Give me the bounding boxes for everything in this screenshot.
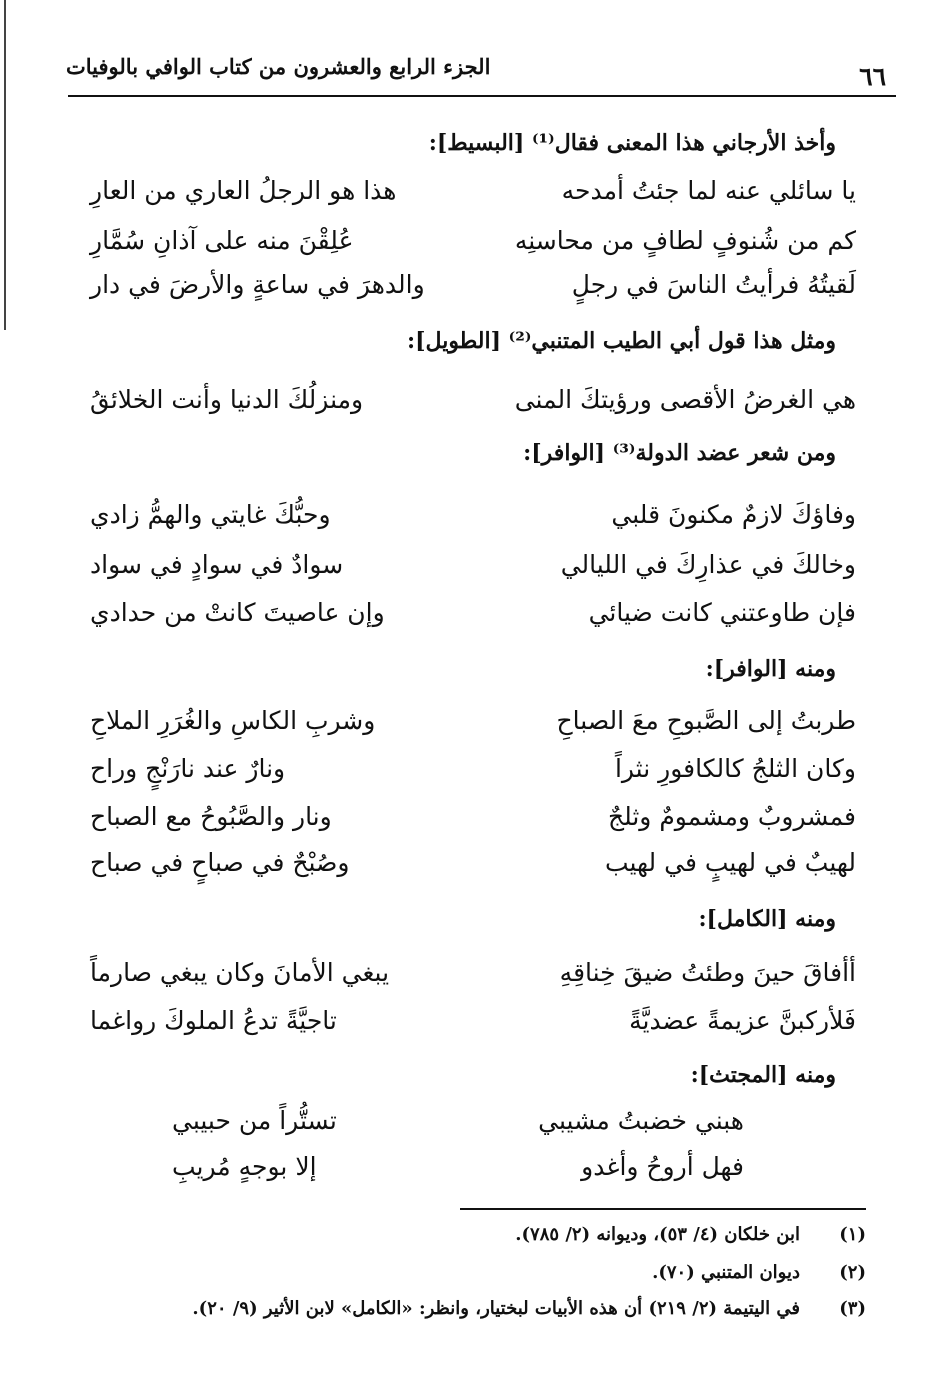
verse-second-hemistich: إلا بوجهٍ مُريبِ	[172, 1152, 317, 1181]
verse-second-hemistich: وشربِ الكاسِ والغُرَرِ الملاحِ	[90, 706, 376, 735]
verse-first-hemistich: هي الغرضُ الأقصى ورؤيتكَ المنى	[514, 385, 856, 414]
verse-second-hemistich: يبغي الأمانَ وكان يبغي صارماً	[90, 958, 390, 987]
header-rule	[68, 95, 896, 97]
footnote-text: في اليتيمة (٢/ ٢١٩) أن هذه الأبيات لبختيار، وانظر: «الكامل» لابن الأثير (٩/ ٢٠).	[192, 1298, 800, 1319]
verse-first-hemistich: وفاؤكَ لازمٌ مكنونَ قلبي	[611, 500, 856, 529]
footnote-text: ديوان المتنبي (٧٠).	[652, 1262, 800, 1283]
verse-first-hemistich: أأفاقَ حينَ وطئتُ ضيقَ خِناقِهِ	[559, 958, 856, 987]
footnote	[86, 1298, 866, 1328]
verse-first-hemistich: فإن طاوعتني كانت ضيائي	[588, 598, 856, 627]
section-intro: ومنه [المجتث]:	[690, 1062, 836, 1088]
section-intro: وأخذ الأرجاني هذا المعنى فقال⁽¹⁾ [البسيط]:	[428, 130, 836, 156]
footnote-number: (٣)	[839, 1298, 866, 1319]
verse-first-hemistich: وكان الثلجُ كالكافورِ نثراً	[614, 754, 856, 783]
page-header	[66, 50, 896, 94]
footnote-number: (١)	[839, 1224, 866, 1245]
verse-second-hemistich: تاجيَّةً تدعُ الملوكَ رواغما	[90, 1006, 337, 1035]
footnote-number: (٢)	[839, 1262, 866, 1283]
verse	[90, 958, 856, 1000]
running-title: الجزء الرابع والعشرون من كتاب الوافي بالوفيات	[66, 54, 491, 79]
verse	[90, 706, 856, 748]
verse-first-hemistich: فَلأركبنَّ عزيمةً عضديَّةً	[629, 1006, 856, 1035]
verse	[90, 270, 856, 312]
verse-second-hemistich: ونارٌ عند نارَنْجٍ وراح	[90, 754, 286, 783]
verse-second-hemistich: عُلِقْنَ منه على آذانِ سُمَّارِ	[90, 226, 354, 255]
verse-first-hemistich: طربتُ إلى الصَّبوحِ معَ الصباحِ	[556, 706, 856, 735]
verse-second-hemistich: تستُّراً من حبيبي	[172, 1106, 337, 1135]
footnote	[86, 1224, 866, 1254]
verse	[90, 754, 856, 796]
page-number: ٦٦	[859, 62, 886, 91]
section-intro: ومنه [الكامل]:	[698, 906, 836, 932]
verse-second-hemistich: وإن عاصيتَ كانتْ من حدادي	[90, 598, 385, 627]
verse-second-hemistich: ومنزلُكَ الدنيا وأنت الخلائقُ	[90, 385, 364, 414]
verse	[90, 598, 856, 640]
section-intro: ومن شعر عضد الدولة⁽³⁾ [الوافر]:	[523, 440, 836, 466]
verse-second-hemistich: هذا هو الرجلُ العاري من العارِ	[90, 176, 397, 205]
verse-first-hemistich: كم من شُنوفٍ لطافٍ من محاسنِه	[514, 226, 856, 255]
verse-first-hemistich: فهل أروحُ وأغدو	[581, 1152, 744, 1181]
footnote-text: ابن خلكان (٤/ ٥٣)، وديوانه (٢/ ٧٨٥).	[515, 1224, 800, 1245]
verse-first-hemistich: هبني خضبتُ مشيبي	[538, 1106, 744, 1135]
verse	[90, 1006, 856, 1048]
verse	[90, 1152, 856, 1194]
verse	[90, 385, 856, 427]
verse-second-hemistich: سوادٌ في سوادٍ في سواد	[90, 550, 344, 579]
verse-second-hemistich: وحبُّكَ غايتي والهمُّ زادي	[90, 500, 331, 529]
section-intro: ومنه [الوافر]:	[705, 656, 836, 682]
verse-first-hemistich: وخالكَ في عذارِكَ في الليالي	[560, 550, 856, 579]
footnote	[86, 1262, 866, 1292]
verse	[90, 550, 856, 592]
verse-first-hemistich: لَقيتُهُ فرأيتُ الناسَ في رجلٍ	[571, 270, 856, 299]
verse-first-hemistich: فمشروبٌ ومشمومٌ وثلجٌ	[607, 802, 856, 831]
verse	[90, 176, 856, 218]
verse-second-hemistich: والدهرَ في ساعةٍ والأرضَ في دار	[90, 270, 425, 299]
verse	[90, 802, 856, 844]
verse-first-hemistich: يا سائلي عنه لما جئتُ أمدحه	[561, 176, 856, 205]
page-edge-line	[4, 0, 6, 330]
verse	[90, 226, 856, 268]
section-intro: ومثل هذا قول أبي الطيب المتنبي⁽²⁾ [الطويل]:	[407, 328, 836, 354]
verse-second-hemistich: ونار والصَّبُوحُ مع الصباح	[90, 802, 332, 831]
verse	[90, 848, 856, 890]
footnote-rule	[460, 1208, 866, 1210]
verse-second-hemistich: وصُبْحٌ في صباحٍ في صباح	[90, 848, 350, 877]
verse-first-hemistich: لهيبٌ في لهيبٍ في لهيب	[604, 848, 856, 877]
verse	[90, 1106, 856, 1148]
verse	[90, 500, 856, 542]
